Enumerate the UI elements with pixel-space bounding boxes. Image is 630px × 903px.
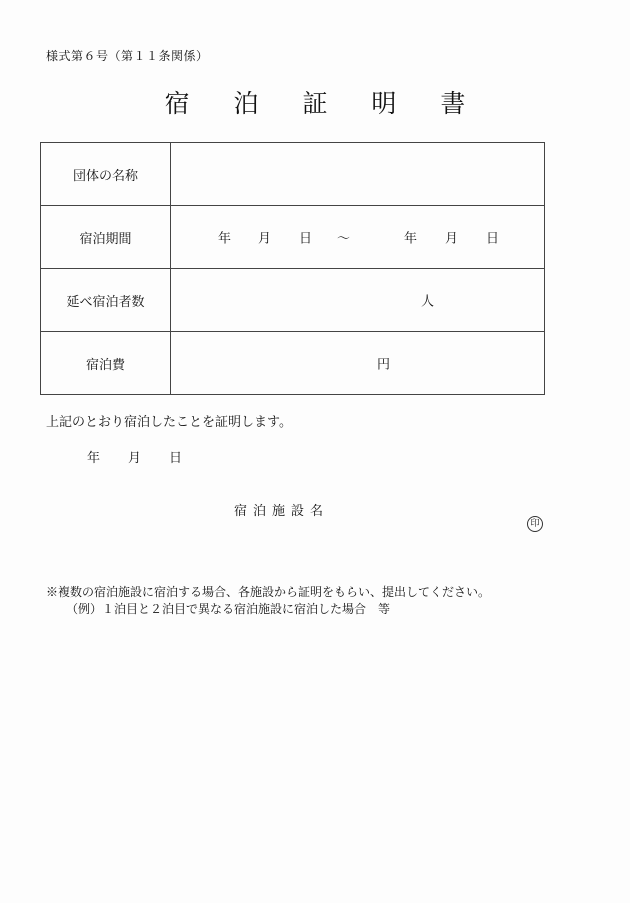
- table-row-fee: [41, 332, 545, 395]
- facility-name-label: 宿泊施設名: [234, 504, 330, 519]
- guest-count-label: 延べ宿泊者数: [41, 269, 171, 332]
- group-name-field[interactable]: [171, 143, 545, 206]
- end-day-unit: 日: [486, 231, 500, 247]
- group-name-label: 団体の名称: [41, 143, 171, 206]
- table-row-guest-count: [41, 269, 545, 332]
- issue-month-unit: 月: [128, 451, 142, 466]
- stay-period-field[interactable]: [171, 206, 545, 269]
- period-separator: ～: [337, 231, 351, 247]
- end-month-unit: 月: [445, 231, 459, 247]
- issue-day-unit: 日: [169, 451, 183, 466]
- guest-count-unit: 人: [421, 294, 435, 310]
- document-title: 宿 泊 証 明 書: [164, 89, 484, 118]
- fee-field[interactable]: [171, 332, 545, 395]
- start-year-unit: 年: [218, 231, 232, 247]
- table-row-group-name: [41, 143, 545, 206]
- note-example: （例）１泊目と２泊目で異なる宿泊施設に宿泊した場合 等: [66, 602, 391, 616]
- note-line: ※複数の宿泊施設に宿泊する場合、各施設から証明をもらい、提出してください。: [46, 585, 491, 599]
- start-month-unit: 月: [258, 231, 272, 247]
- stay-period-label: 宿泊期間: [41, 206, 171, 269]
- end-year-unit: 年: [404, 231, 418, 247]
- fee-label: 宿泊費: [41, 332, 171, 395]
- certify-statement: 上記のとおり宿泊したことを証明します。: [46, 415, 292, 430]
- seal-icon: 印: [527, 516, 543, 532]
- table-row-stay-period: [41, 206, 545, 269]
- certificate-table: [40, 142, 545, 395]
- start-day-unit: 日: [299, 231, 313, 247]
- form-number: 様式第６号（第１１条関係）: [46, 49, 209, 63]
- guest-count-field[interactable]: [171, 269, 545, 332]
- issue-year-unit: 年: [87, 451, 101, 466]
- fee-unit: 円: [377, 357, 391, 373]
